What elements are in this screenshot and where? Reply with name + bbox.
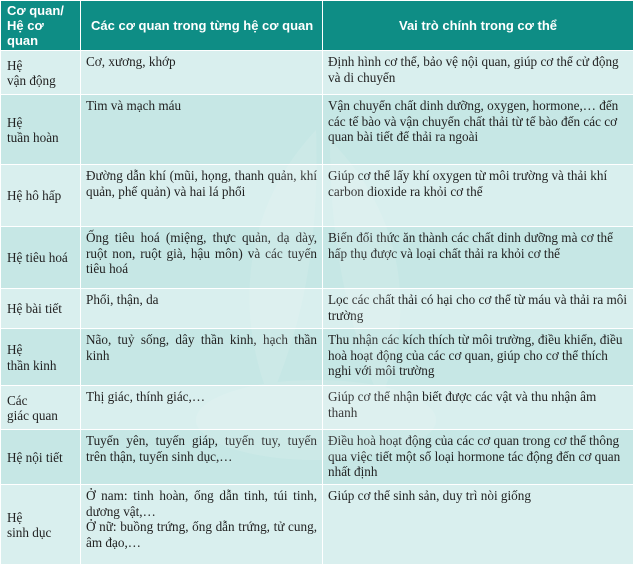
system-name: vận động	[7, 73, 75, 89]
system-cell	[1, 95, 81, 165]
table-row	[1, 165, 633, 227]
organs-line-female: Ở nữ: buồng trứng, ống dẫn trứng, tử cung, âm đạo,…	[86, 519, 317, 550]
organs-cell: Phổi, thận, da	[81, 289, 323, 329]
system-cell	[1, 165, 81, 227]
table-row	[1, 329, 633, 386]
role-cell: Giúp cơ thể lấy khí oxygen từ môi trường và thải khí carbon dioxide ra khỏi cơ thể	[323, 165, 633, 227]
system-name: Hệ hô hấp	[7, 188, 75, 204]
organs-line-male: Ở nam: tinh hoàn, ống dẫn tinh, túi tinh, dương vật,…	[86, 488, 317, 519]
system-name: sinh dục	[7, 525, 75, 541]
table-row	[1, 51, 633, 95]
header-system	[1, 1, 81, 51]
header-role: Vai trò chính trong cơ thể	[323, 1, 633, 51]
role-cell: Định hình cơ thể, bảo vệ nội quan, giúp cơ thể cử động và di chuyển	[323, 51, 633, 95]
organs-cell: Thị giác, thính giác,…	[81, 386, 323, 430]
system-name: tuần hoàn	[7, 130, 75, 146]
organs-cell: Cơ, xương, khớp	[81, 51, 323, 95]
system-name: thần kinh	[7, 358, 75, 374]
role-cell: Giúp cơ thể sinh sản, duy trì nòi giống	[323, 485, 633, 565]
table-row	[1, 227, 633, 289]
system-name: Các	[7, 393, 75, 409]
organs-cell: Tuyến yên, tuyến giáp, tuyến tuy, tuyến trên thận, tuyến sinh dục,…	[81, 430, 323, 485]
system-name: giác quan	[7, 408, 75, 424]
role-cell: Lọc các chất thải có hại cho cơ thể từ máu và thải ra môi trường	[323, 289, 633, 329]
organs-cell: Đường dẫn khí (mũi, họng, thanh quản, khí quản, phế quản) và hai lá phổi	[81, 165, 323, 227]
system-name: Hệ	[7, 342, 75, 358]
role-cell: Điều hoà hoạt động của các cơ quan trong cơ thể thông qua việc tiết một số loại hormone tác động đến cơ quan nhất định	[323, 430, 633, 485]
system-name: Hệ	[7, 115, 75, 131]
system-cell	[1, 51, 81, 95]
header-system-line1: Cơ quan/	[7, 3, 76, 18]
table-row	[1, 485, 633, 565]
system-cell	[1, 430, 81, 485]
system-cell	[1, 289, 81, 329]
system-cell	[1, 386, 81, 430]
system-name: Hệ tiêu hoá	[7, 250, 75, 266]
organs-cell: Tim và mạch máu	[81, 95, 323, 165]
table-row	[1, 386, 633, 430]
system-name: Hệ nội tiết	[7, 450, 75, 466]
system-cell	[1, 227, 81, 289]
role-cell: Biến đổi thức ăn thành các chất dinh dưỡng mà cơ thể hấp thụ được và loại chất thải ra khỏi cơ thể	[323, 227, 633, 289]
table-header-row	[1, 1, 633, 51]
system-name: Hệ	[7, 510, 75, 526]
header-organs: Các cơ quan trong từng hệ cơ quan	[81, 1, 323, 51]
header-system-line2: Hệ cơ quan	[7, 18, 76, 48]
role-cell: Giúp cơ thể nhận biết được các vật và thu nhận âm thanh	[323, 386, 633, 430]
role-cell: Thu nhận các kích thích từ môi trường, điều khiển, điều hoà hoạt động của các cơ quan, giúp cho cơ thể thích nghi với môi trường	[323, 329, 633, 386]
system-cell	[1, 329, 81, 386]
organs-cell: Não, tuỷ sống, dây thần kinh, hạch thần kinh	[81, 329, 323, 386]
table-row	[1, 95, 633, 165]
system-name: Hệ	[7, 58, 75, 74]
table-row	[1, 289, 633, 329]
table-row	[1, 430, 633, 485]
system-cell	[1, 485, 81, 565]
organs-cell: Ống tiêu hoá (miệng, thực quản, dạ dày, ruột non, ruột già, hậu môn) và các tuyến tiêu hoá	[81, 227, 323, 289]
role-cell: Vận chuyển chất dinh dưỡng, oxygen, hormone,… đến các tế bào và vận chuyển chất thải từ tế bào đến các cơ quan bài tiết để thải ra ngoài	[323, 95, 633, 165]
system-name: Hệ bài tiết	[7, 301, 75, 317]
organs-cell	[81, 485, 323, 565]
